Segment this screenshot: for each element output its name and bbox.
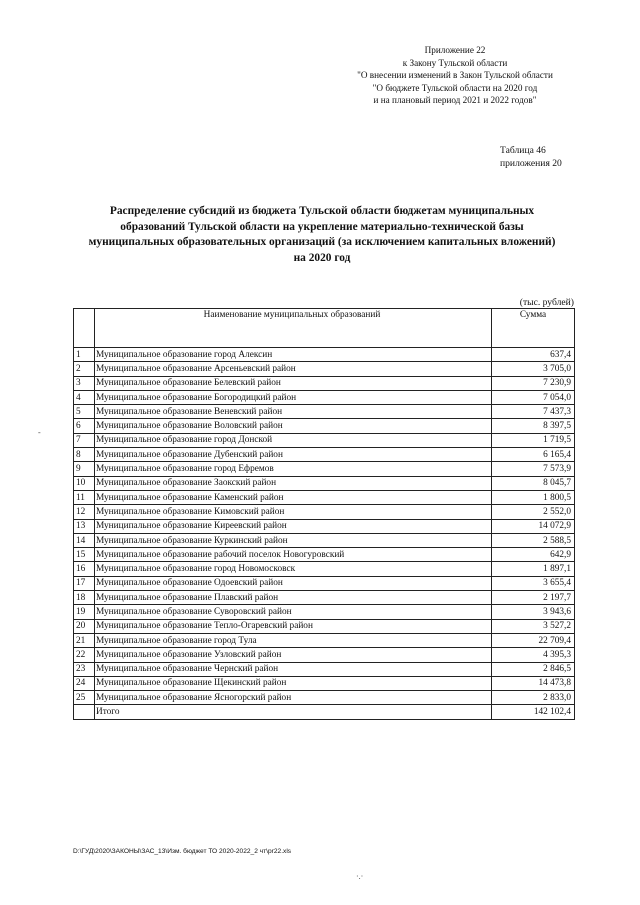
- table-row: [74, 448, 575, 462]
- row-number: 24: [74, 676, 95, 690]
- header-name-cell: Наименование муниципальных образований: [95, 309, 492, 348]
- row-municipality-name: Муниципальное образование Богородицкий район: [95, 390, 492, 404]
- row-sum: 642,9: [492, 548, 575, 562]
- row-sum: 7 054,0: [492, 390, 575, 404]
- total-sum: 142 102,4: [492, 705, 575, 719]
- total-number-cell: [74, 705, 95, 719]
- row-sum: 3 527,2: [492, 619, 575, 633]
- row-number: 4: [74, 390, 95, 404]
- row-municipality-name: Муниципальное образование Арсеньевский район: [95, 362, 492, 376]
- table-header-row: [74, 309, 575, 348]
- row-municipality-name: Муниципальное образование Чернский район: [95, 662, 492, 676]
- row-number: 8: [74, 448, 95, 462]
- table-row: [74, 390, 575, 404]
- row-number: 14: [74, 533, 95, 547]
- table-row: [74, 519, 575, 533]
- row-number: 12: [74, 505, 95, 519]
- row-municipality-name: Муниципальное образование Одоевский район: [95, 576, 492, 590]
- row-sum: 2 197,7: [492, 591, 575, 605]
- table-row: [74, 405, 575, 419]
- appendix-line: и на плановый период 2021 и 2022 годов": [373, 95, 537, 106]
- row-sum: 7 573,9: [492, 462, 575, 476]
- row-municipality-name: Муниципальное образование Щекинский район: [95, 676, 492, 690]
- row-sum: 2 846,5: [492, 662, 575, 676]
- row-sum: 1 897,1: [492, 562, 575, 576]
- row-number: 25: [74, 691, 95, 705]
- row-municipality-name: Муниципальное образование Белевский район: [95, 376, 492, 390]
- row-municipality-name: Муниципальное образование Веневский район: [95, 405, 492, 419]
- table-row: [74, 548, 575, 562]
- appendix-line: "О бюджете Тульской области на 2020 год: [372, 82, 538, 93]
- row-sum: 3 655,4: [492, 576, 575, 590]
- row-municipality-name: Муниципальное образование город Алексин: [95, 348, 492, 362]
- row-number: 23: [74, 662, 95, 676]
- appendix-header: [340, 44, 570, 107]
- row-municipality-name: Муниципальное образование город Тула: [95, 633, 492, 647]
- header-sum-cell: Сумма: [492, 309, 575, 348]
- table-row: [74, 476, 575, 490]
- row-municipality-name: Муниципальное образование Заокский район: [95, 476, 492, 490]
- row-municipality-name: Муниципальное образование Кимовский район: [95, 505, 492, 519]
- table-row: [74, 676, 575, 690]
- row-number: 15: [74, 548, 95, 562]
- row-sum: 8 397,5: [492, 419, 575, 433]
- row-sum: 2 588,5: [492, 533, 575, 547]
- table-row: [74, 348, 575, 362]
- row-sum: 7 230,9: [492, 376, 575, 390]
- document-title: Распределение субсидий из бюджета Тульской области бюджетам муниципальных образований Тульской области на укрепление материально-технической базы муниципальных образовательных организаций (за исключением капитальных вложений) на 2020 год: [88, 205, 556, 264]
- row-sum: 8 045,7: [492, 476, 575, 490]
- row-number: 18: [74, 591, 95, 605]
- row-number: 11: [74, 490, 95, 504]
- table-row: [74, 433, 575, 447]
- row-number: 6: [74, 419, 95, 433]
- table-row: [74, 533, 575, 547]
- total-label: Итого: [95, 705, 492, 719]
- row-sum: 14 473,8: [492, 676, 575, 690]
- file-path-footer: D:\ГУД\2020\ЗАКОНЫ\ЗАС_13\Изм. бюджет ТО 2020-2022_2 чт\pr22.xls: [73, 848, 292, 855]
- row-sum: 6 165,4: [492, 448, 575, 462]
- row-number: 7: [74, 433, 95, 447]
- row-number: 13: [74, 519, 95, 533]
- row-sum: 2 833,0: [492, 691, 575, 705]
- table-row: [74, 419, 575, 433]
- table-row: [74, 591, 575, 605]
- appendix-line: Приложение 22: [424, 45, 486, 55]
- table-row: [74, 619, 575, 633]
- row-municipality-name: Муниципальное образование Суворовский район: [95, 605, 492, 619]
- row-sum: 4 395,3: [492, 648, 575, 662]
- table-ref-line: Таблица 46: [500, 145, 546, 156]
- row-number: 2: [74, 362, 95, 376]
- table-ref-line: приложения 20: [500, 158, 562, 169]
- table-row: [74, 633, 575, 647]
- row-municipality-name: Муниципальное образование Тепло-Огаревский район: [95, 619, 492, 633]
- row-municipality-name: Муниципальное образование рабочий поселок Новогуровский: [95, 548, 492, 562]
- table-row: [74, 605, 575, 619]
- row-number: 22: [74, 648, 95, 662]
- header-number-cell: [74, 309, 95, 348]
- table-row: [74, 376, 575, 390]
- total-row: [74, 705, 575, 719]
- row-sum: 2 552,0: [492, 505, 575, 519]
- row-number: 17: [74, 576, 95, 590]
- table-row: [74, 662, 575, 676]
- row-sum: 7 437,3: [492, 405, 575, 419]
- row-sum: 1 719,5: [492, 433, 575, 447]
- row-number: 5: [74, 405, 95, 419]
- table-row: [74, 691, 575, 705]
- row-sum: 3 943,6: [492, 605, 575, 619]
- row-sum: 14 072,9: [492, 519, 575, 533]
- row-municipality-name: Муниципальное образование Каменский район: [95, 490, 492, 504]
- appendix-line: к Закону Тульской области: [402, 57, 508, 68]
- table-row: [74, 505, 575, 519]
- appendix-line: "О внесении изменений в Закон Тульской области: [357, 70, 553, 81]
- row-municipality-name: Муниципальное образование город Донской: [95, 433, 492, 447]
- row-municipality-name: Муниципальное образование Ясногорский район: [95, 691, 492, 705]
- table-body: [74, 348, 575, 705]
- row-number: 10: [74, 476, 95, 490]
- row-sum: 1 800,5: [492, 490, 575, 504]
- row-sum: 3 705,0: [492, 362, 575, 376]
- row-number: 9: [74, 462, 95, 476]
- row-municipality-name: Муниципальное образование Киреевский район: [95, 519, 492, 533]
- table-row: [74, 362, 575, 376]
- row-municipality-name: Муниципальное образование Воловский район: [95, 419, 492, 433]
- row-number: 16: [74, 562, 95, 576]
- scan-mark: -: [38, 428, 41, 437]
- row-municipality-name: Муниципальное образование Плавский район: [95, 591, 492, 605]
- row-municipality-name: Муниципальное образование Дубенский район: [95, 448, 492, 462]
- row-sum: 22 709,4: [492, 633, 575, 647]
- table-row: [74, 576, 575, 590]
- row-sum: 637,4: [492, 348, 575, 362]
- row-municipality-name: Муниципальное образование Куркинский район: [95, 533, 492, 547]
- table-reference: [500, 144, 562, 170]
- scan-mark: ·.·: [356, 872, 364, 881]
- table-row: [74, 462, 575, 476]
- table-row: [74, 490, 575, 504]
- row-municipality-name: Муниципальное образование Узловский район: [95, 648, 492, 662]
- row-number: 19: [74, 605, 95, 619]
- table-row: [74, 648, 575, 662]
- unit-label: (тыс. рублей): [519, 297, 574, 308]
- row-municipality-name: Муниципальное образование город Новомосковск: [95, 562, 492, 576]
- row-number: 1: [74, 348, 95, 362]
- distribution-table: [73, 308, 575, 720]
- row-number: 21: [74, 633, 95, 647]
- row-municipality-name: Муниципальное образование город Ефремов: [95, 462, 492, 476]
- row-number: 3: [74, 376, 95, 390]
- table-row: [74, 562, 575, 576]
- row-number: 20: [74, 619, 95, 633]
